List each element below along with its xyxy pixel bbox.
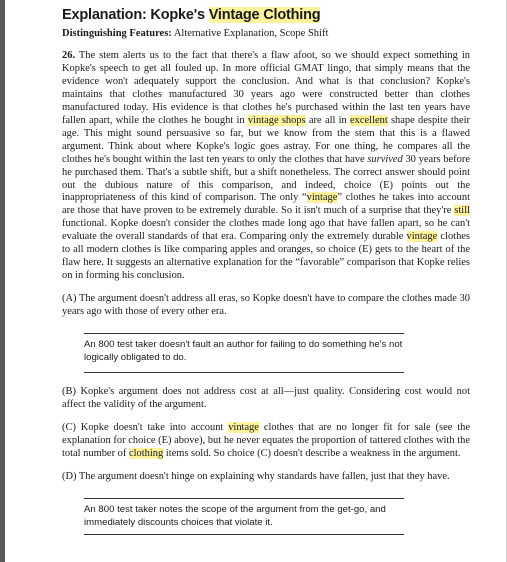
test-taker-callout: An 800 test taker doesn't fault an author for failing to do something he's not logically obligated to do.	[84, 333, 404, 373]
features-value: Alternative Explanation, Scope Shift	[171, 28, 329, 39]
text-segment: 30 years before he purchased them. That's a subtle shift, but a shift nonetheless. The correct answer should point out the dubious nature of this comparison, and indeed, choice (E) points out the inappropriateness of this kind of comparison. The only “	[62, 153, 470, 204]
left-page-border	[0, 0, 5, 562]
explanation-paragraph	[62, 50, 470, 283]
text-segment: shape despite their age. This might sound persuasive so far, but we know from the stem that this is a flawed argument. Think about where Kopke's logic goes astray. For one thing, he compares all the clothes he's bought within the last ten years to only the clothes that have	[62, 114, 470, 165]
italic-survived: survived	[367, 153, 403, 165]
text-segment: ” clothes he takes into account are those that have proven to be extremely durable. So it isn't much of a surprise that they're	[62, 192, 470, 217]
text-segment: functional. Kopke doesn't consider the clothes made long ago that have fallen apart, so he can't evaluate the overall standards of that era. Comparing only the extremely durable	[62, 218, 470, 243]
text-segment: The stem alerts us to the fact that there's a flaw afoot, so we should expect something in Kopke's speech to get all fouled up. In more official GMAT lingo, that simply means that the evidence won't adequately support the conclusion. And what is that conclusion? Kopke's maintains that clothes manufactured 30 years ago were constructed better than clothes manufactured today. His evidence is that clothes he's purchased within the last ten years have fallen apart, while the clothes he bought in	[62, 50, 470, 126]
choice-b: (B) Kopke's argument does not address cost at all—just quality. Considering cost would not affect the validity of the argument.	[62, 386, 470, 411]
question-number: 26.	[62, 50, 76, 61]
distinguishing-features	[62, 27, 470, 41]
test-taker-callout: An 800 test taker notes the scope of the argument from the get-go, and immediately discounts choices that violate it.	[84, 498, 404, 535]
highlight-clothing[interactable]: clothing	[128, 447, 164, 459]
text-segment: are all in	[305, 114, 351, 126]
document-page	[62, 6, 470, 535]
choice-c	[62, 422, 470, 461]
text-segment: clothes that are no longer fit for sale (see the explanation for choice (E) above), but he never equates the proportion of tattered clothes with the total number of	[62, 421, 470, 459]
text-segment: items sold. So choice (C) doesn't describe a weakness in the argument.	[163, 447, 461, 459]
features-label: Distinguishing Features:	[62, 28, 172, 39]
text-segment: (C) Kopke doesn't take into account	[62, 421, 229, 433]
highlight-vintage[interactable]: vintage	[306, 192, 338, 204]
highlight-excellent[interactable]: excellent	[350, 114, 388, 126]
highlight-vintage[interactable]: vintage	[406, 231, 438, 243]
highlight-still[interactable]: still	[454, 205, 470, 217]
page-title	[62, 6, 470, 24]
choice-d: (D) The argument doesn't hinge on explaining why standards have fallen, just that they have.	[62, 470, 450, 482]
title-highlight[interactable]: Vintage Clothing	[208, 7, 321, 23]
highlight-vintage[interactable]: vintage	[228, 421, 259, 433]
title-prefix: Explanation: Kopke's	[62, 7, 209, 23]
text-segment: clothes to all modern clothes is like comparing apples and oranges, so choice (E) gets to the heart of the flaw here. It suggests an alternative explanation for the “favorable” comparison that Kopke relies on in forming his conclusion.	[62, 231, 470, 282]
choice-a: (A) The argument doesn't address all eras, so Kopke doesn't have to compare the clothes made 30 years ago with those of every other era.	[62, 293, 470, 318]
highlight-vintage-shops[interactable]: vintage shops	[247, 114, 306, 126]
